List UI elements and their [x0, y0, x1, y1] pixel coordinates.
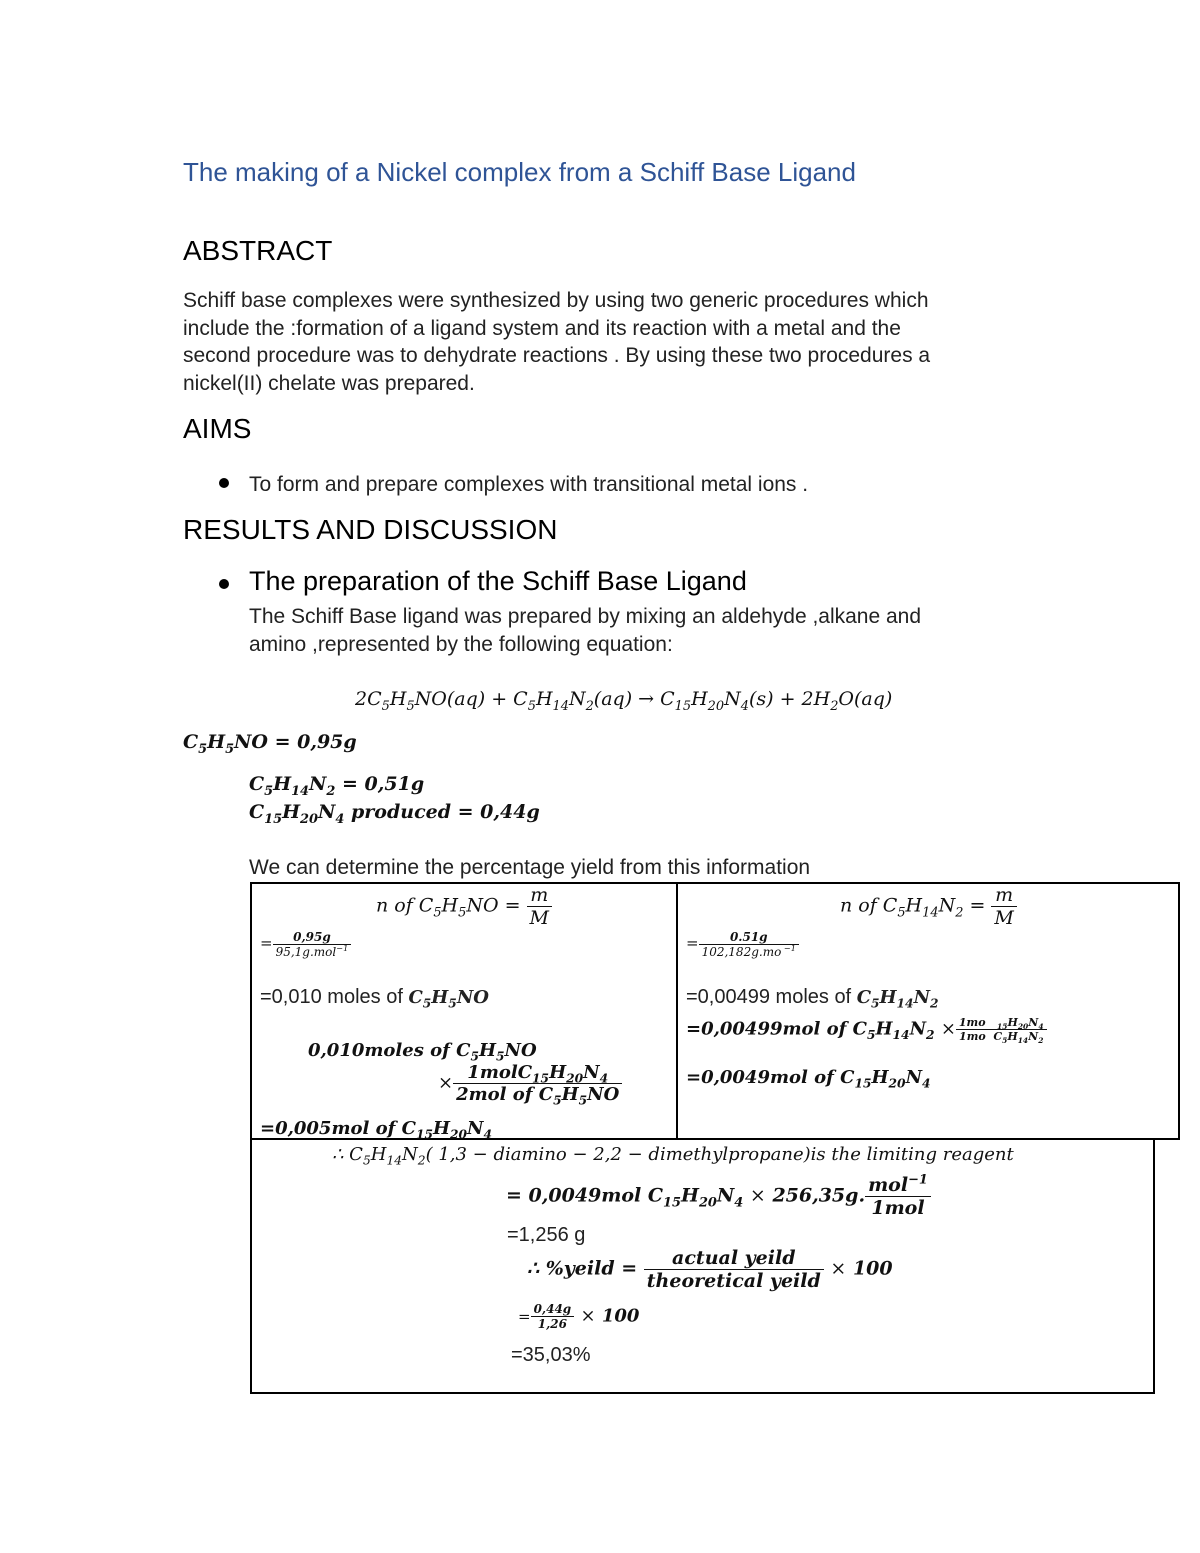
molar-mass-value: 256,35g.: [772, 1184, 866, 1207]
mass-product: $C_{15}H_{20}N_4$ produced = 0,44g: [249, 801, 540, 827]
left-molar-mass: 95,1g.mol: [275, 945, 337, 959]
calculation-table: [250, 882, 1180, 1140]
reaction-equation: $2C_5H_5NO(aq) + C_5H_{14}N_2(aq) \to C_{15}H_{20}N_4(s) + 2H_2O(aq)$: [355, 688, 893, 714]
right-moles-text: =0,00499 moles of: [686, 986, 852, 1008]
results-intro-line: amino ,represented by the following equation:: [249, 632, 673, 656]
abstract-line: nickel(II) chelate was prepared.: [183, 371, 475, 395]
right-step-line: =0,00499mol of $C_5H_{14}N_2$ × $\frac{1mo _{15}H_{20}N_4}{1mo C_5H_{14}N_2}$: [686, 1016, 1047, 1043]
right-moles-line: =0,00499 moles of $C_5H_{14}N_2$: [686, 986, 939, 1011]
yield-intro: We can determine the percentage yield from this information: [249, 856, 811, 879]
results-intro: [249, 603, 921, 658]
limiting-reagent-text: 1,3 − diamino − 2,2 − dimethylpropane)is the limiting reagent: [438, 1144, 1014, 1165]
m-over-M: $\frac{m}{M}$: [991, 884, 1016, 929]
abstract-line: include the :formation of a ligand system and its reaction with a metal and the: [183, 316, 901, 340]
left-n-formula: n of $C_5H_5NO$ = $\frac{m}{M}$: [376, 884, 552, 929]
yield-fraction: [644, 1247, 824, 1292]
m-over-M: $\frac{m}{M}$: [527, 884, 552, 929]
yield-label: %yeild =: [545, 1257, 638, 1280]
actual-yield-label: actual yeild: [644, 1247, 824, 1270]
aims-item: To form and prepare complexes with transitional metal ions .: [249, 473, 809, 496]
final-yield: =35,03%: [511, 1344, 591, 1366]
right-molar-mass: 102,182g.mo: [701, 945, 782, 959]
theoretical-mass-calc: = 0,0049mol $C_{15}H_{20}N_4 \times 256,35g$. $\frac{mol^{-1}}{\text{1mol}}$: [506, 1174, 931, 1219]
right-result: =0,0049mol of $C_{15}H_{20}N_4$: [686, 1067, 931, 1091]
mass-c5h5no: $C_5H_5NO = 0,95g$: [183, 731, 357, 757]
results-subheading: The preparation of the Schiff Base Ligand: [249, 566, 747, 596]
theoretical-yield-label: theoretical yeild: [646, 1270, 821, 1292]
percent-yield-values: = $\frac{0,44g}{1,26}$ × 100: [518, 1302, 640, 1331]
left-moles-text: =0,010 moles of: [260, 986, 403, 1008]
values-fraction: [531, 1302, 575, 1331]
mol-fraction: $\frac{mol^{-1}}{\text{1mol}}$: [865, 1174, 931, 1219]
percent-yield-formula: ∴ %yeild = $\frac{\text{actual yeild}}{\text{theoretical yeild}}$ × 100: [527, 1247, 893, 1292]
right-value-fraction: $\frac{0.51g}{102,182g.mo ^{-1}}$: [699, 930, 799, 959]
mass-c5h14n2-value: 0,51g: [364, 773, 425, 795]
left-step-moles: 0,010moles of $C_5H_5NO$: [308, 1040, 537, 1064]
one-mol-label: 1mol: [871, 1197, 925, 1219]
bullet-icon: [219, 478, 229, 488]
right-ratio-fraction: $\frac{1mo _{15}H_{20}N_4}{1mo C_5H_{14}N_2}$: [956, 1016, 1047, 1043]
left-moles-line: =0,010 moles of $C_5H_5NO$: [260, 986, 489, 1011]
theoretical-value: 1,26: [537, 1317, 567, 1331]
left-ratio-fraction: $\frac{1molC_{15}H_{20}N_4}{2mol of C_5H_5NO}$: [453, 1062, 622, 1105]
mass-c5h5no-value: 0,95g: [297, 731, 357, 753]
abstract-body: [183, 287, 930, 397]
limiting-reagent-line: ∴ $C_5H_{14}N_2$( 1,3 − diamino − 2,2 − dimethylpropane)is the limiting reagent: [332, 1144, 1014, 1168]
left-n-values: = $\frac{0,95g}{95,1g.mol^{-1}}$: [260, 930, 351, 959]
document-title: The making of a Nickel complex from a Schiff Base Ligand: [183, 157, 856, 187]
left-value-fraction: $\frac{0,95g}{95,1g.mol^{-1}}$: [273, 930, 352, 959]
left-result-text: =0,005mol of: [260, 1118, 396, 1139]
right-step-text: =0,00499mol of: [686, 1018, 847, 1040]
left-ratio-den: 2mol of: [456, 1084, 533, 1105]
right-n-formula: n of $C_5H_{14}N_2$ = $\frac{m}{M}$: [840, 884, 1017, 929]
mass-calc-value: 0,0049mol: [528, 1184, 642, 1207]
mass-c5h14n2: $C_5H_{14}N_2 = 0,51g$: [249, 773, 425, 799]
right-n-values: = $\frac{0.51g}{102,182g.mo ^{-1}}$: [686, 930, 799, 959]
results-intro-line: The Schiff Base ligand was prepared by mixing an aldehyde ,alkane and: [249, 605, 922, 628]
left-step-ratio: × $\frac{1molC_{15}H_{20}N_4}{2mol of C_5H_5NO}$: [438, 1062, 622, 1105]
n-of-label: n of: [376, 894, 413, 917]
results-heading: RESULTS AND DISCUSSION: [183, 514, 558, 545]
abstract-heading: ABSTRACT: [183, 235, 333, 266]
table-divider: [676, 884, 678, 1138]
left-step-moles-text: 0,010moles of: [308, 1040, 450, 1061]
summary-box: [250, 1140, 1155, 1394]
actual-value: 0,44g: [531, 1302, 575, 1317]
mass-product-value: 0,44g: [480, 801, 540, 823]
left-result: =0,005mol of $C_{15}H_{20}N_4$: [260, 1118, 492, 1142]
right-result-text: =0,0049mol of: [686, 1067, 834, 1088]
produced-word: produced: [351, 801, 452, 823]
hundred-value: 100: [852, 1257, 893, 1280]
right-ratio-num: 1mo: [958, 1016, 986, 1029]
right-ratio-den: 1mo: [959, 1030, 986, 1043]
abstract-line: Schiff base complexes were synthesized by using two generic procedures which: [183, 289, 929, 312]
mol-inv-label: mol: [868, 1174, 909, 1196]
right-mass: 0.51g: [699, 930, 799, 945]
bullet-icon: [219, 579, 229, 589]
aims-heading: AIMS: [183, 413, 252, 444]
left-ratio-num: 1mol: [467, 1062, 518, 1083]
n-of-label: n of: [840, 894, 877, 917]
abstract-line: second procedure was to dehydrate reactions . By using these two procedures a: [183, 344, 931, 367]
theoretical-yield: =1,256 g: [507, 1224, 586, 1246]
left-mass: 0,95g: [273, 930, 352, 945]
